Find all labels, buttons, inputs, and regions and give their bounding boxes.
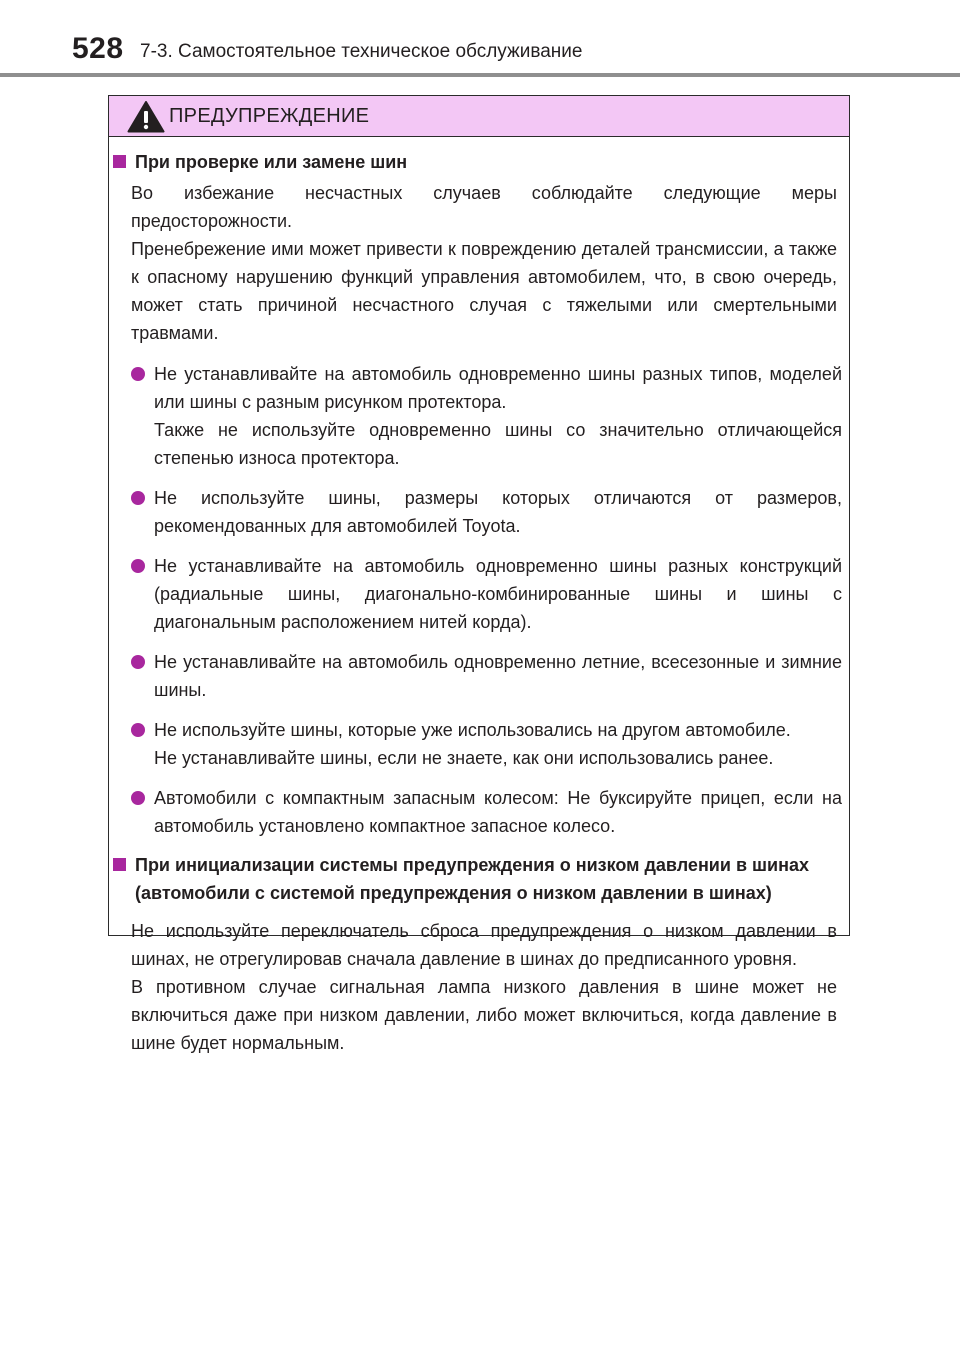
square-bullet-icon (113, 155, 126, 168)
warning-box (108, 95, 850, 1053)
page-header (0, 0, 960, 78)
round-bullet-icon (131, 559, 145, 573)
round-bullet-icon (131, 367, 145, 381)
page-number: 528 (72, 32, 124, 65)
paragraph: В противном случае сигнальная лампа низкого давления в шине может не включиться даже при низком давлении, либо может включиться, когда давление в шине будет нормальным. (131, 977, 837, 1053)
header-divider (0, 73, 960, 77)
warning-triangle-icon (127, 100, 165, 133)
round-bullet-icon (131, 723, 145, 737)
list-item-text: Не устанавливайте на автомобиль одновременно летние, всесезонные и зимние шины. (154, 652, 842, 700)
list-item (131, 716, 842, 772)
section-heading-tpms-init (113, 851, 849, 907)
round-bullet-icon (131, 491, 145, 505)
warning-title: ПРЕДУПРЕЖДЕНИЕ (169, 105, 370, 127)
paragraph: Пренебрежение ими может привести к повреждению деталей трансмиссии, а также к опасному нарушению функций управления автомобилем, что, в свою очередь, может стать причиной несчастного случая с тяжелыми или смертельными травмами. (131, 239, 837, 343)
heading-text: При проверке или замене шин (135, 152, 408, 172)
heading-text: При инициализации системы предупреждения о низком давлении в шинах (автомобили с системой предупреждения о низком давлении в шинах) (135, 855, 809, 903)
round-bullet-icon (131, 791, 145, 805)
list-item-text: Не используйте шины, размеры которых отличаются от размеров, рекомендованных для автомобилей Toyota. (154, 488, 842, 536)
round-bullet-icon (131, 655, 145, 669)
list-item (131, 648, 842, 704)
section-heading-tire-check (113, 148, 849, 176)
list-item-text: Автомобили с компактным запасным колесом: Не буксируйте прицеп, если на автомобиль установлено компактное запасное колесо. (154, 788, 842, 836)
list-item (131, 552, 842, 636)
list-item (131, 484, 842, 540)
list-item-text: Не используйте шины, которые уже использовались на другом автомобиле. Не устанавливайте шины, если не знаете, как они использовались ранее. (154, 720, 791, 768)
list-item (131, 784, 842, 840)
warning-body (109, 148, 851, 1057)
list-item-text: Не устанавливайте на автомобиль одновременно шины разных конструкций (радиальные шины, диагонально-комбинированные шины и шины с диагональным расположением нитей корда). (154, 556, 842, 632)
list-item-text: Не устанавливайте на автомобиль одновременно шины разных типов, моделей или шины с разным рисунком протектора. Также не используйте одновременно шины со значительно отличающейся степенью износа протектора. (154, 364, 842, 468)
paragraph: Во избежание несчастных случаев соблюдайте следующие меры предосторожности. (131, 183, 837, 231)
section-title: 7-3. Самостоятельное техническое обслуживание (140, 41, 583, 62)
warning-header (109, 96, 849, 137)
list-item (131, 360, 842, 472)
paragraph: Не используйте переключатель сброса предупреждения о низком давлении в шинах, не отрегулировав сначала давление в шинах до предписанного уровня. (131, 921, 837, 969)
square-bullet-icon (113, 858, 126, 871)
